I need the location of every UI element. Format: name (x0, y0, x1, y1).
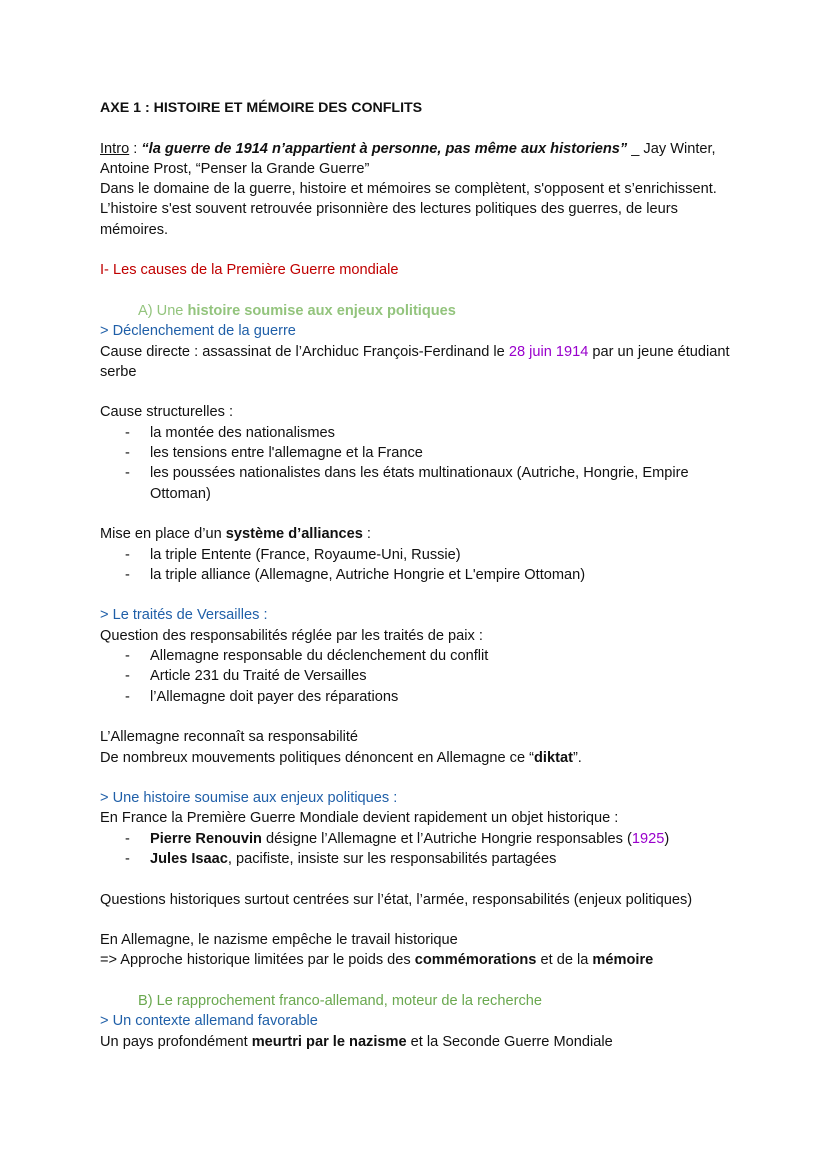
section-a-bold: histoire soumise aux enjeux politiques (187, 302, 456, 319)
alliances-list (100, 545, 740, 586)
subheading-enjeux: > Une histoire soumise aux enjeux politiques : (100, 790, 398, 807)
list-item-text: la triple alliance (Allemagne, Autriche Hongrie et L'empire Ottoman) (150, 566, 586, 583)
dash-bullet: - (125, 830, 130, 847)
cause-structurelles-list (100, 423, 740, 504)
subheading-declenchement: > Déclenchement de la guerre (100, 323, 296, 340)
approche-bold-1: commémorations (414, 952, 537, 969)
isaac-text: , pacifiste, insiste sur les responsabilités partagées (227, 850, 557, 867)
dash-bullet: - (125, 424, 130, 441)
subheading-versailles: > Le traités de Versailles : (100, 607, 268, 624)
document-title: AXE 1 : HISTOIRE ET MÉMOIRE DES CONFLITS (100, 100, 423, 116)
diktat-bold: diktat (534, 749, 573, 766)
list-item (100, 687, 740, 707)
pays-bold: meurtri par le nazisme (251, 1033, 407, 1050)
list-item-text: l’Allemagne doit payer des réparations (150, 688, 399, 705)
list-item (100, 443, 740, 463)
cause-directe-date: 28 juin 1914 (508, 343, 589, 360)
list-item (100, 849, 740, 869)
part1-heading: I- Les causes de la Première Guerre mondiale (100, 262, 399, 279)
historiens-list (100, 829, 740, 870)
allemagne-reconnait: L’Allemagne reconnaît sa responsabilité (100, 729, 358, 746)
section-b-heading: B) Le rapprochement franco-allemand, moteur de la recherche (138, 993, 542, 1010)
subheading-contexte: > Un contexte allemand favorable (100, 1013, 318, 1030)
dash-bullet: - (125, 566, 130, 583)
alliances-label (100, 524, 740, 544)
cause-directe-after: par un jeune étudiant serbe (100, 343, 730, 380)
approche-before: => Approche historique limitées par le poids des (100, 952, 415, 969)
intro-line-3: L’histoire s'est souvent retrouvée prisonnière des lectures politiques des guerres, de leurs mémoires. (100, 201, 678, 238)
pays-line (100, 1032, 740, 1052)
intro-source: _ Jay Winter, Antoine Prost, “Penser la Grande Guerre” (100, 140, 716, 177)
intro-quote: “la guerre de 1914 n’appartient à personne, pas même aux historiens” (141, 140, 628, 157)
list-item-text: la montée des nationalismes (150, 424, 335, 441)
intro-line-2: Dans le domaine de la guerre, histoire et mémoires se complètent, s'opposent et s’enrichissent. (100, 181, 717, 198)
france-label: En France la Première Guerre Mondiale devient rapidement un objet historique : (100, 810, 619, 827)
approche-bold-2: mémoire (592, 952, 654, 969)
pays-before: Un pays profondément (100, 1033, 252, 1050)
diktat-after: ”. (572, 749, 582, 766)
list-item-text: les poussées nationalistes dans les états multinationaux (Autriche, Hongrie, Empire Ottoman) (150, 465, 689, 502)
list-item (100, 666, 740, 686)
list-item (100, 829, 740, 849)
intro-sep: : (129, 140, 142, 157)
section-a-prefix: A) Une (138, 302, 188, 319)
dash-bullet: - (125, 688, 130, 705)
renouvin-close: ) (664, 830, 670, 847)
approche-mid: et de la (536, 952, 593, 969)
cause-structurelles-label: Cause structurelles : (100, 404, 234, 421)
isaac-name: Jules Isaac (150, 850, 228, 867)
dash-bullet: - (125, 445, 130, 462)
list-item-text: la triple Entente (France, Royaume-Uni, Russie) (150, 546, 461, 563)
intro-label: Intro (100, 140, 130, 157)
list-item-text: les tensions entre l'allemagne et la France (150, 445, 423, 462)
dash-bullet: - (125, 648, 130, 665)
dash-bullet: - (125, 668, 130, 685)
intro-paragraph (100, 139, 740, 180)
alliances-bold: système d’alliances (225, 526, 363, 543)
dash-bullet: - (125, 850, 130, 867)
document-page (100, 98, 740, 1052)
dash-bullet: - (125, 465, 130, 482)
approche-historique (100, 950, 740, 970)
questions-historiques: Questions historiques surtout centrées sur l’état, l’armée, responsabilités (enjeux politiques) (100, 891, 693, 908)
list-item (100, 463, 740, 504)
renouvin-text: désigne l’Allemagne et l’Autriche Hongrie responsables ( (261, 830, 632, 847)
list-item (100, 545, 740, 565)
list-item (100, 423, 740, 443)
alliances-after: : (362, 526, 371, 543)
diktat-line (100, 748, 740, 768)
list-item (100, 565, 740, 585)
dash-bullet: - (125, 546, 130, 563)
responsabilites-list (100, 646, 740, 707)
section-a-heading (100, 301, 740, 321)
alliances-before: Mise en place d’un (100, 526, 226, 543)
list-item-text: Article 231 du Traité de Versailles (150, 668, 367, 685)
diktat-before: De nombreux mouvements politiques dénoncent en Allemagne ce “ (100, 749, 535, 766)
renouvin-name: Pierre Renouvin (150, 830, 262, 847)
pays-after: et la Seconde Guerre Mondiale (406, 1033, 613, 1050)
cause-directe (100, 342, 740, 383)
renouvin-year: 1925 (631, 830, 665, 847)
responsabilites-label: Question des responsabilités réglée par les traités de paix : (100, 627, 483, 644)
list-item-text: Allemagne responsable du déclenchement du conflit (150, 648, 489, 665)
allemagne-nazisme: En Allemagne, le nazisme empêche le travail historique (100, 932, 458, 949)
cause-directe-text: Cause directe : assassinat de l’Archiduc François-Ferdinand le (100, 343, 509, 360)
list-item (100, 646, 740, 666)
